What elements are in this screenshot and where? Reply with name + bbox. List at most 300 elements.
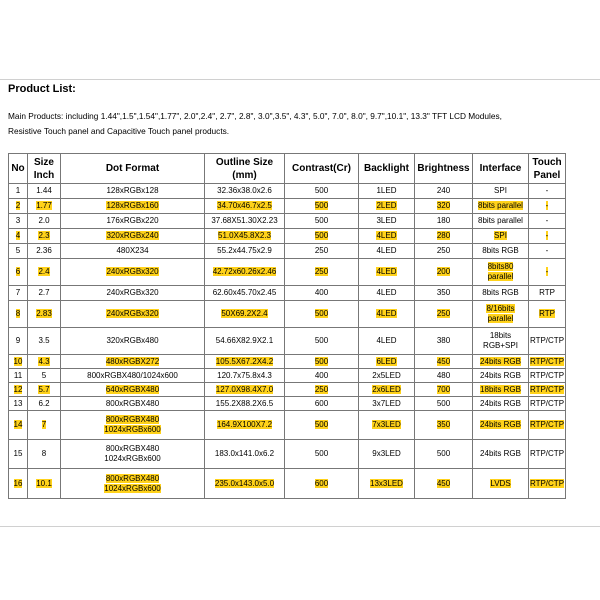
table-header-row [9,154,566,184]
cell-text: 155.2X88.2X6.5 [215,398,274,408]
cell-text: 380 [436,336,451,345]
cell-text: 8bits parallel [478,201,523,210]
cell-text: 13x3LED [370,478,403,488]
cell-no [9,286,28,301]
cell-no [9,259,28,286]
cell-interface [473,301,529,328]
cell-text: 24bits RGB [480,398,521,408]
cell-no [9,440,28,469]
cell-text: 7 [41,420,47,429]
cell-interface [473,229,529,244]
cell-contrast [285,286,359,301]
cell-text: 128xRGBx128 [106,186,159,195]
cell-text: RTP [539,288,555,297]
cell-touch-panel [529,184,566,199]
cell-text: 3x7LED [372,398,401,408]
cell-outline-size [205,369,285,383]
cell-text: 800xRGBX480/1024x600 [87,370,178,380]
cell-text: 13 [13,398,23,408]
cell-text: 250 [314,246,329,255]
bottom-divider [0,526,600,527]
cell-text: 700 [436,384,451,394]
cell-text: 2.0 [38,216,50,225]
cell-text: 2.4 [38,267,50,276]
table-row [9,229,566,244]
cell-text: 18bits [489,331,512,340]
cell-text: 3 [15,216,21,225]
cell-text: 250 [314,267,329,276]
cell-text: - [545,231,549,240]
cell-backlight [359,469,415,499]
cell-text: 8bits80 [487,262,514,271]
cell-text: 250 [436,246,451,255]
cell-text: 450 [436,478,451,488]
col-header-brightness: Brightness [415,154,473,184]
cell-brightness [415,286,473,301]
cell-text: 280 [436,231,451,240]
cell-text: 500 [314,216,329,225]
cell-text: 4.3 [38,356,50,366]
cell-interface [473,259,529,286]
cell-text: 500 [314,420,329,429]
cell-text: 180 [436,216,451,225]
cell-size [28,214,61,229]
cell-size [28,383,61,397]
cell-backlight [359,199,415,214]
cell-text: 1024xRGBx600 [104,483,161,493]
cell-no [9,411,28,440]
cell-interface [473,355,529,369]
table-row [9,411,566,440]
intro-paragraph [8,109,600,138]
cell-touch-panel [529,244,566,259]
intro-line: Main Products: including 1.44",1.5",1.54",1.77", 2.0",2.4", 2.7", 2.8", 3.0",3.5", 4.3", 5.0", 7.0", 8.0", 9.7",10.1", 13.3" TFT LCD Modules, [8,111,502,121]
cell-size [28,397,61,411]
cell-no [9,214,28,229]
table-row [9,214,566,229]
cell-text: 5.7 [38,384,50,394]
cell-text: 480X234 [116,246,149,255]
cell-contrast [285,328,359,355]
cell-text: 24bits RGB [480,449,521,458]
cell-text: 200 [436,267,451,276]
cell-text: 6.2 [38,398,50,408]
cell-backlight [359,355,415,369]
cell-dot-format [61,214,205,229]
cell-text: 105.5X67.2X4.2 [215,356,274,366]
cell-text: 5 [15,246,21,255]
cell-brightness [415,301,473,328]
cell-interface [473,469,529,499]
cell-text: 2.7 [38,288,50,297]
cell-touch-panel [529,469,566,499]
cell-text: 10.1 [36,478,52,488]
cell-outline-size [205,328,285,355]
cell-dot-format [61,229,205,244]
cell-interface [473,328,529,355]
cell-no [9,301,28,328]
cell-text: 24bits RGB [480,370,521,380]
cell-text: 62.60x45.70x2.45 [212,288,277,297]
cell-text: 4LED [376,231,397,240]
cell-touch-panel [529,259,566,286]
table-row [9,469,566,499]
cell-text: 1.77 [36,201,52,210]
cell-touch-panel [529,229,566,244]
cell-contrast [285,440,359,469]
col-header-touch-panel: Touch Panel [529,154,566,184]
top-divider [0,79,600,80]
cell-text: 240xRGBx320 [106,309,159,318]
cell-no [9,469,28,499]
cell-text: RTP/CTP [529,370,565,380]
cell-size [28,229,61,244]
cell-interface [473,199,529,214]
cell-text: 4LED [376,336,397,345]
table-row [9,184,566,199]
cell-brightness [415,214,473,229]
cell-text: 250 [314,384,329,394]
cell-text: 1.44 [36,186,52,195]
cell-contrast [285,411,359,440]
cell-no [9,355,28,369]
cell-dot-format [61,199,205,214]
cell-outline-size [205,355,285,369]
cell-interface [473,369,529,383]
cell-outline-size [205,286,285,301]
col-header-size: Size Inch [28,154,61,184]
cell-outline-size [205,199,285,214]
cell-text: 240xRGBx320 [106,267,159,276]
cell-touch-panel [529,440,566,469]
cell-text: 16 [13,478,23,488]
cell-no [9,229,28,244]
cell-text: 8 [15,309,21,318]
cell-text: 8bits parallel [478,216,523,225]
table-row [9,301,566,328]
cell-text: 500 [436,449,451,458]
cell-text: RTP/CTP [529,420,565,429]
cell-text: 400 [314,288,329,297]
cell-contrast [285,383,359,397]
cell-backlight [359,397,415,411]
cell-text: 600 [314,398,329,408]
cell-interface [473,440,529,469]
cell-text: - [545,267,549,276]
cell-outline-size [205,259,285,286]
cell-size [28,469,61,499]
cell-backlight [359,411,415,440]
cell-contrast [285,369,359,383]
table-row [9,355,566,369]
table-row [9,383,566,397]
table-row [9,199,566,214]
cell-text: SPI [494,231,507,240]
cell-brightness [415,229,473,244]
cell-backlight [359,214,415,229]
cell-size [28,355,61,369]
cell-touch-panel [529,369,566,383]
cell-dot-format [61,397,205,411]
cell-brightness [415,469,473,499]
cell-text: 2x6LED [372,384,401,394]
table-row [9,244,566,259]
cell-text: 11 [13,370,23,380]
cell-contrast [285,301,359,328]
cell-text: 800xRGBX480 [105,444,160,453]
cell-text: 7 [15,288,21,297]
cell-outline-size [205,229,285,244]
cell-text: 18bits RGB [480,384,521,394]
cell-text: SPI [494,186,507,195]
cell-text: 4 [15,231,21,240]
cell-text: 2.83 [36,309,52,318]
col-header-contrast: Contrast(Cr) [285,154,359,184]
cell-brightness [415,199,473,214]
cell-text: 37.68X51.30X2.23 [211,216,278,225]
table-row [9,328,566,355]
cell-text: 164.9X100X7.2 [216,420,273,429]
cell-touch-panel [529,383,566,397]
cell-outline-size [205,214,285,229]
cell-outline-size [205,301,285,328]
cell-text: 120.7x75.8x4.3 [217,370,272,380]
cell-text: 51.0X45.8X2.3 [218,231,271,240]
cell-text: RGB+SPI [483,341,518,350]
cell-text: - [545,246,549,255]
cell-no [9,328,28,355]
cell-dot-format [61,244,205,259]
product-table [8,153,566,499]
cell-text: 500 [314,356,329,366]
cell-text: 2x5LED [372,370,401,380]
cell-text: 34.70x46.7x2.5 [217,201,272,210]
cell-text: - [545,201,549,210]
cell-text: 500 [314,231,329,240]
cell-interface [473,184,529,199]
cell-text: 600 [314,478,329,488]
table-row [9,369,566,383]
cell-text: 24bits RGB [480,420,521,429]
cell-brightness [415,397,473,411]
cell-text: 400 [314,370,329,380]
cell-text: 320 [436,201,451,210]
cell-outline-size [205,184,285,199]
table-row [9,286,566,301]
cell-text: 1 [15,186,21,195]
cell-text: 500 [314,449,329,458]
cell-brightness [415,440,473,469]
cell-text: 500 [436,398,451,408]
cell-text: 9x3LED [372,449,401,458]
cell-text: 350 [436,288,451,297]
cell-backlight [359,440,415,469]
cell-text: 1024xRGBx600 [104,425,161,434]
cell-outline-size [205,383,285,397]
cell-dot-format [61,469,205,499]
cell-no [9,199,28,214]
cell-text: 24bits RGB [480,356,521,366]
cell-interface [473,286,529,301]
cell-interface [473,411,529,440]
cell-dot-format [61,383,205,397]
cell-touch-panel [529,286,566,301]
cell-text: 128xRGBx160 [106,201,159,210]
cell-outline-size [205,411,285,440]
cell-contrast [285,259,359,286]
cell-text: RTP [539,309,555,318]
cell-text: - [545,186,549,195]
cell-size [28,328,61,355]
cell-size [28,369,61,383]
cell-dot-format [61,286,205,301]
cell-text: 183.0x141.0x6.2 [214,449,275,458]
cell-backlight [359,301,415,328]
cell-interface [473,383,529,397]
table-row [9,259,566,286]
cell-text: 800xRGBX480 [105,415,160,424]
page-title: Product List: [8,83,76,95]
cell-interface [473,397,529,411]
cell-text: 7x3LED [372,420,401,429]
cell-text: 14 [13,420,23,429]
cell-backlight [359,229,415,244]
cell-touch-panel [529,199,566,214]
cell-text: 6 [15,267,21,276]
cell-contrast [285,184,359,199]
cell-text: RTP/CTP [529,478,565,488]
cell-dot-format [61,301,205,328]
cell-text: 1024xRGBx600 [104,454,161,463]
cell-text: RTP/CTP [529,356,565,366]
cell-text: parallel [487,272,514,281]
cell-backlight [359,383,415,397]
cell-brightness [415,383,473,397]
cell-text: 8/16bits [486,304,515,313]
cell-dot-format [61,328,205,355]
cell-brightness [415,244,473,259]
cell-text: 2LED [376,201,397,210]
cell-contrast [285,199,359,214]
cell-text: 1LED [376,186,397,195]
cell-size [28,411,61,440]
cell-text: 500 [314,336,329,345]
cell-interface [473,244,529,259]
cell-text: RTP/CTP [529,449,565,458]
cell-outline-size [205,244,285,259]
cell-text: 500 [314,309,329,318]
cell-contrast [285,244,359,259]
col-header-dot-format: Dot Format [61,154,205,184]
intro-line: Resistive Touch panel and Capacitive Touch panel products. [8,125,230,136]
cell-backlight [359,328,415,355]
cell-text: 3LED [376,216,397,225]
cell-size [28,184,61,199]
cell-dot-format [61,184,205,199]
cell-text: parallel [487,314,514,323]
cell-text: 4LED [376,246,397,255]
cell-text: 12 [13,384,23,394]
cell-text: 240xRGBx320 [106,288,159,297]
cell-text: 2.3 [38,231,50,240]
cell-text: 15 [13,449,23,458]
cell-size [28,301,61,328]
cell-text: 54.66X82.9X2.1 [215,336,274,345]
cell-no [9,383,28,397]
cell-text: 250 [436,309,451,318]
cell-brightness [415,355,473,369]
cell-text: 9 [15,336,21,345]
cell-backlight [359,244,415,259]
cell-backlight [359,369,415,383]
cell-text: RTP/CTP [529,398,565,408]
cell-text: 3.5 [38,336,50,345]
cell-text: - [545,216,549,225]
cell-dot-format [61,355,205,369]
cell-touch-panel [529,328,566,355]
cell-backlight [359,184,415,199]
cell-text: RTP/CTP [529,384,565,394]
cell-backlight [359,286,415,301]
table-row [9,440,566,469]
cell-text: 320xRGBx480 [106,336,159,345]
cell-size [28,199,61,214]
cell-size [28,244,61,259]
cell-contrast [285,214,359,229]
cell-touch-panel [529,411,566,440]
cell-dot-format [61,440,205,469]
cell-text: 55.2x44.75x2.9 [217,246,272,255]
col-header-no: No [9,154,28,184]
cell-text: 176xRGBx220 [106,216,159,225]
cell-size [28,259,61,286]
cell-no [9,397,28,411]
cell-text: 42.72x60.26x2.46 [212,267,277,276]
col-header-interface: Interface [473,154,529,184]
cell-text: 32.36x38.0x2.6 [217,186,272,195]
table-row [9,397,566,411]
cell-brightness [415,328,473,355]
cell-touch-panel [529,214,566,229]
cell-text: 8bits RGB [482,246,519,255]
cell-dot-format [61,369,205,383]
cell-touch-panel [529,301,566,328]
cell-size [28,440,61,469]
cell-text: 2 [15,201,21,210]
cell-text: 50X69.2X2.4 [221,309,268,318]
cell-backlight [359,259,415,286]
cell-text: 240 [436,186,451,195]
cell-text: 350 [436,420,451,429]
cell-text: 800xRGBX480 [105,398,160,408]
cell-no [9,244,28,259]
cell-text: 500 [314,201,329,210]
cell-touch-panel [529,355,566,369]
cell-text: 4LED [376,309,397,318]
cell-text: 8 [41,449,47,458]
col-header-outline-size: Outline Size (mm) [205,154,285,184]
cell-touch-panel [529,397,566,411]
cell-text: 8bits RGB [482,288,519,297]
cell-text: LVDS [490,478,511,488]
col-header-backlight: Backlight [359,154,415,184]
cell-outline-size [205,397,285,411]
cell-text: 4LED [376,288,397,297]
cell-no [9,369,28,383]
cell-text: 640xRGBX480 [105,384,160,394]
cell-brightness [415,184,473,199]
cell-text: 320xRGBx240 [106,231,159,240]
